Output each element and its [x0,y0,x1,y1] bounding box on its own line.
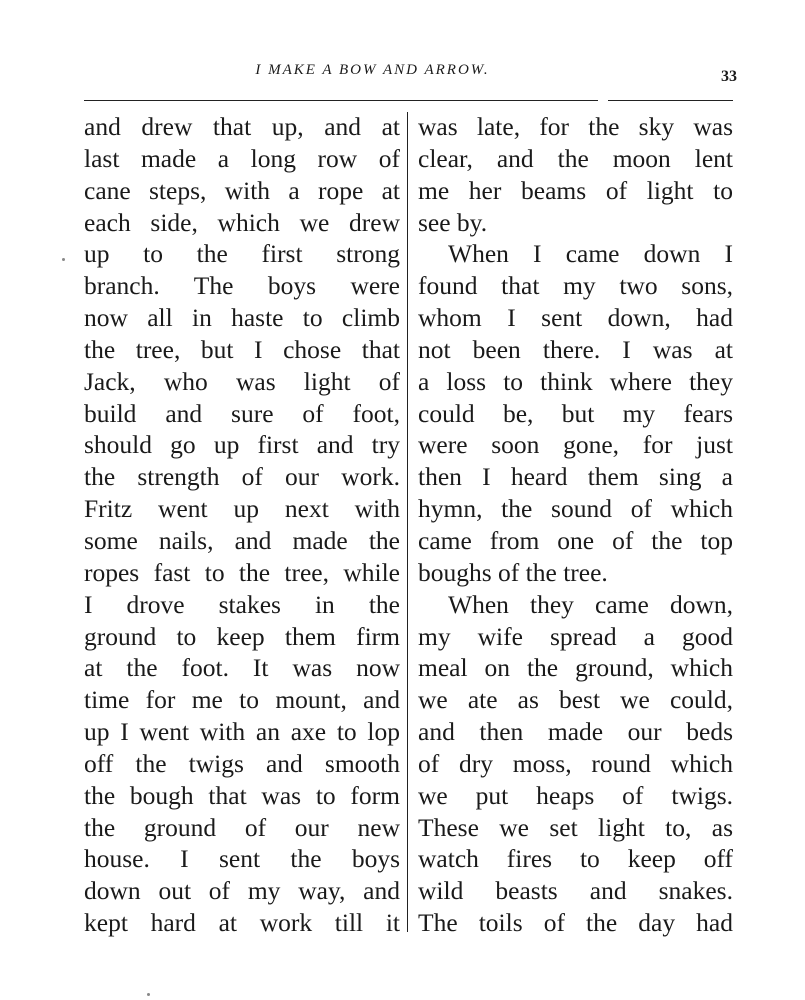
text-line: me her beams of light to [418,175,733,205]
left-column [84,111,400,939]
text-line: time for me to mount, and [84,685,400,715]
text-line: branch. The boys were [84,271,400,301]
right-column [418,111,733,939]
text-line: whom I sent down, had [418,303,733,333]
text-line: build and sure of foot, [84,398,400,428]
text-line: clear, and the moon lent [418,143,733,173]
running-title: I MAKE A BOW AND ARROW. [255,62,490,78]
text-line: When they came down, [448,589,733,619]
text-line: the strength of our work. [84,462,400,492]
header-rule-right [608,100,733,101]
text-line: When I came down I [448,239,733,269]
text-line: off the twigs and smooth [84,748,400,778]
text-line: we put heaps of twigs. [418,780,733,810]
header-rule-left [84,100,598,101]
text-line: should go up first and try [84,430,400,460]
text-line: came from one of the top [418,525,733,555]
text-line: house. I sent the boys [84,844,400,874]
text-line: Jack, who was light of [84,366,400,396]
text-line: were soon gone, for just [418,430,733,460]
text-line: wild beasts and snakes. [418,876,733,906]
text-line: kept hard at work till it [84,908,400,938]
column-divider [407,112,408,932]
text-line: was late, for the sky was [418,112,733,141]
text-line: down out of my way, and [84,876,400,906]
paper-speck [147,993,150,996]
text-line: each side, which we drew [84,207,400,237]
text-line: last made a long row of [84,143,400,173]
text-line: watch fires to keep off [418,844,733,874]
text-line: up I went with an axe to lop [84,717,400,747]
text-line: These we set light to, as [418,812,733,842]
text-line: Fritz went up next with [84,494,400,524]
text-line: and drew that up, and at [84,112,400,141]
text-line: some nails, and made the [84,525,400,555]
text-line: of dry moss, round which [418,748,733,778]
text-line: hymn, the sound of which [418,494,733,524]
text-line: The toils of the day had [418,908,733,938]
text-line: at the foot. It was now [84,653,400,683]
paper-speck [62,258,65,261]
text-line: cane steps, with a rope at [84,175,400,205]
text-line: not been there. I was at [418,334,733,364]
text-line: a loss to think where they [418,366,733,396]
text-line: boughs of the tree. [418,557,608,587]
text-line: now all in haste to climb [84,303,400,333]
text-line: the tree, but I chose that [84,334,400,364]
text-line: my wife spread a good [418,621,733,651]
text-line: the bough that was to form [84,780,400,810]
page-number: 33 [721,68,737,85]
text-line: meal on the ground, which [418,653,733,683]
text-line: I drove stakes in the [84,589,400,619]
text-line: then I heard them sing a [418,462,733,492]
text-line: up to the first strong [84,239,400,269]
text-line: we ate as best we could, [418,685,733,715]
text-line: could be, but my fears [418,398,733,428]
text-line: and then made our beds [418,717,733,747]
text-line: see by. [418,207,488,237]
text-line: found that my two sons, [418,271,733,301]
text-line: ropes fast to the tree, while [84,557,400,587]
text-line: ground to keep them firm [84,621,400,651]
text-line: the ground of our new [84,812,400,842]
